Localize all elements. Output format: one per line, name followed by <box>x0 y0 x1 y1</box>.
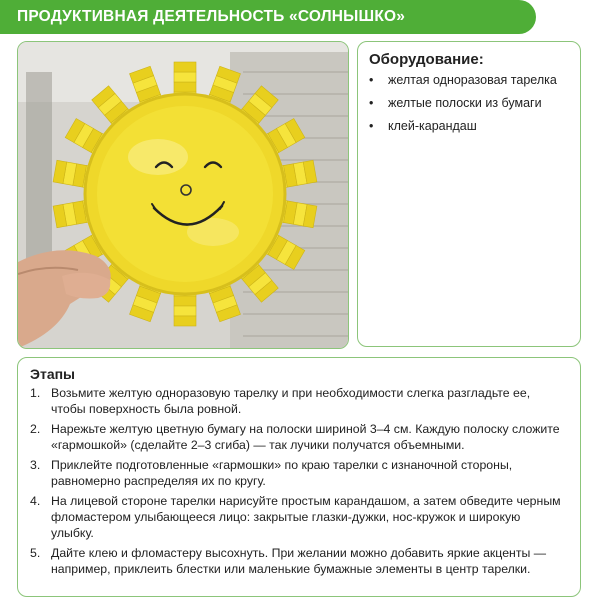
step-item <box>30 545 566 577</box>
step-text: Возьмите желтую одноразовую тарелку и при необходимости слегка разгладьте ее, чтобы поверхность была ровной. <box>51 386 531 416</box>
equipment-list <box>369 73 570 134</box>
steps-list <box>30 385 566 577</box>
steps-title: Этапы <box>30 366 76 382</box>
step-text: Приклейте подготовленные «гармошки» по краю тарелки с изнаночной стороны, равномерно распределяя их по кругу. <box>51 458 513 488</box>
bullet-icon: • <box>369 73 374 87</box>
bullet-icon: • <box>369 119 374 133</box>
step-item <box>30 457 566 489</box>
bullet-icon: • <box>369 96 374 110</box>
step-item <box>30 385 566 417</box>
equipment-title: Оборудование: <box>369 51 484 68</box>
header-banner <box>0 0 536 34</box>
step-text: Нарежьте желтую цветную бумагу на полоски шириной 3–4 см. Каждую полоску сложите «гармошкой» (сделайте 2–3 сгиба) — так лучики получатся объемными. <box>51 422 560 452</box>
step-item <box>30 493 566 541</box>
step-number: 2. <box>30 422 41 436</box>
step-number: 3. <box>30 458 41 472</box>
steps-panel <box>17 357 581 597</box>
sun-craft-illustration <box>18 42 348 348</box>
equipment-item-text: клей-карандаш <box>388 119 477 133</box>
equipment-item <box>369 96 570 111</box>
equipment-item <box>369 119 570 134</box>
sun-craft-photo <box>17 41 349 349</box>
equipment-item-text: желтая одноразовая тарелка <box>388 73 557 87</box>
equipment-item-text: желтые полоски из бумаги <box>388 96 542 110</box>
step-number: 1. <box>30 386 41 400</box>
step-text: Дайте клею и фломастеру высохнуть. При желании можно добавить яркие акценты — например, приклеить блестки или маленькие бумажные элементы в центр тарелки. <box>51 546 547 576</box>
equipment-item <box>369 73 570 88</box>
step-number: 4. <box>30 494 41 508</box>
step-item <box>30 421 566 453</box>
equipment-panel <box>357 41 581 347</box>
page-title: ПРОДУКТИВНАЯ ДЕЯТЕЛЬНОСТЬ «СОЛНЫШКО» <box>17 8 406 25</box>
step-text: На лицевой стороне тарелки нарисуйте простым карандашом, а затем обведите черным фломастером улыбающееся лицо: закрытые глазки-дужки, нос-кружок и широкую улыбку. <box>51 494 561 540</box>
step-number: 5. <box>30 546 41 560</box>
